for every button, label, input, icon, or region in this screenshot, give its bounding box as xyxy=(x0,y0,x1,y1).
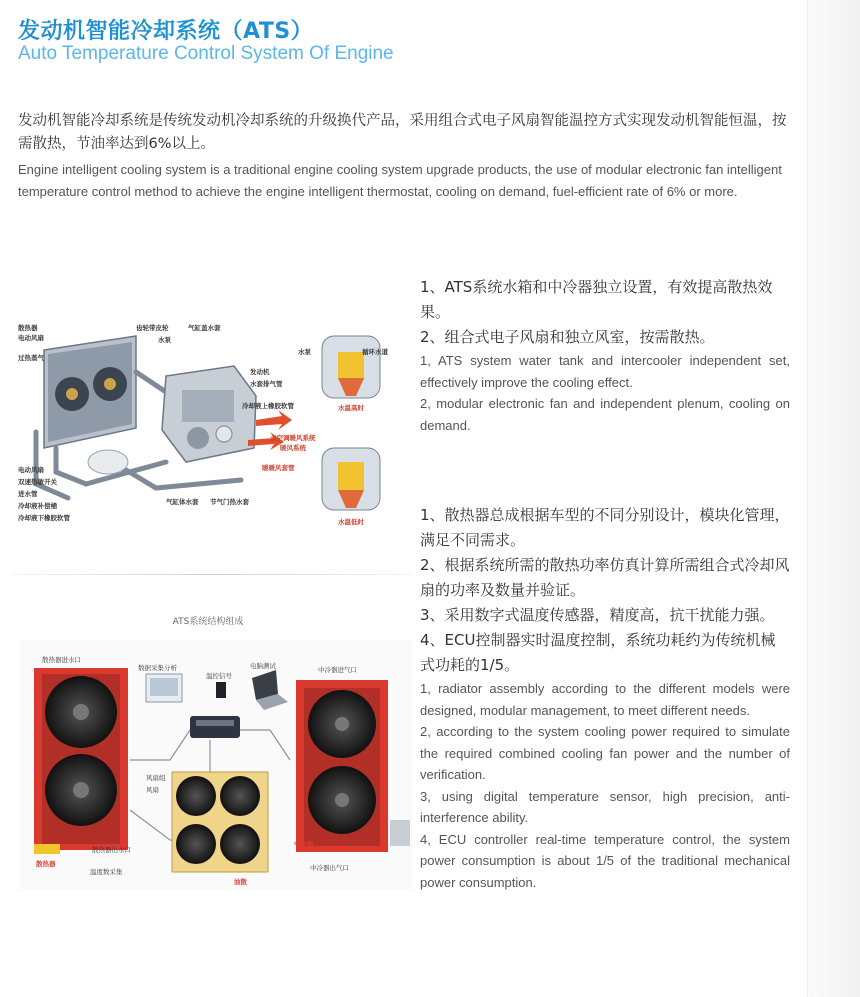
label-bypass: 暖暖风套管 xyxy=(262,464,295,472)
label-e-fan: 电动风扇 xyxy=(18,334,44,342)
label-lower-hose: 冷却液下橡胶软管 xyxy=(18,514,70,522)
label-radiator-inlet: 散热器进水口 xyxy=(42,656,81,664)
feature-2-cn-1: 1、散热器总成根据车型的不同分别设计，模块化管理，满足不同需求。 xyxy=(420,506,790,549)
section-divider xyxy=(12,574,412,575)
label-water-pump: 水泵 xyxy=(158,336,171,344)
ats-structure-diagram xyxy=(20,640,412,890)
intro-text-en: Engine intelligent cooling system is a traditional engine cooling system upgrade products, the use of modular electronic fan intelligent temperature control method to achieve the engine intelligent thermostat, cooling on demand, fuel-efficient rate of 6% or more. xyxy=(18,162,782,199)
label-engine: 发动机 xyxy=(250,368,270,376)
label-valve-loop: 循环水道 xyxy=(362,348,388,356)
label-radiator: 散热器 xyxy=(18,324,38,332)
label-inter-test: 电脑测试 xyxy=(250,662,276,670)
engine-block-illustration xyxy=(162,366,256,462)
feature-2-en-3: 3, using digital temperature sensor, high precision, anti-interference ability. xyxy=(420,788,790,825)
intro-text-cn: 发动机智能冷却系统是传统发动机冷却系统的升级换代产品，采用组合式电子风扇智能温控方式实现发动机智能恒温，按需散热，节油率达到6%以上。 xyxy=(18,113,787,152)
label-intercooler-air: 过热蒸气 xyxy=(18,354,44,362)
radiator-unit-left xyxy=(34,668,128,854)
data-software-illustration xyxy=(146,674,182,702)
radiator-illustration xyxy=(44,336,136,448)
label-e-fan-2: 电动风扇 xyxy=(18,466,44,474)
feature-1-cn-1: 1、ATS系统水箱和中冷器独立设置，有效提高散热效果。 xyxy=(420,278,773,321)
engine-cooling-diagram xyxy=(16,312,408,540)
label-cyl-water: 气缸体水套 xyxy=(166,498,199,506)
label-temp-sensor: 温度数采集 xyxy=(90,868,123,876)
label-radiator-outlet: 散热器出水口 xyxy=(92,846,131,854)
fan-module-center xyxy=(172,772,268,872)
label-coolant-tank: 冷却液补偿桶 xyxy=(18,502,57,510)
page-edge-strip xyxy=(807,0,860,997)
label-heater-core: 暖风系统 xyxy=(280,444,306,452)
feature-2-en-1: 1, radiator assembly according to the different models were designed, modular management, to meet different needs. xyxy=(420,681,790,718)
page-title-en: Auto Temperature Control System Of Engine xyxy=(18,43,394,64)
page-title-cn: 发动机智能冷却系统（ATS） xyxy=(18,19,314,44)
label-water-exhaust: 水套排气管 xyxy=(250,380,283,388)
feature-1-en-1: 1, ATS system water tank and intercooler independent set, effectively improve the cooling effect. xyxy=(420,353,790,390)
label-intercooler-inlet: 中冷器进气口 xyxy=(318,666,357,674)
label-radiator: 散热器 xyxy=(36,860,56,868)
feature-block-2 xyxy=(420,503,790,893)
label-fan-switch: 双速热敏开关 xyxy=(18,478,57,486)
label-oil: 油散 xyxy=(234,878,247,886)
label-to-heater: 去空调暖风系统 xyxy=(270,434,316,442)
label-temp-signal: 温控信号 xyxy=(206,672,232,680)
feature-2-en-2: 2, according to the system cooling power required to simulate the required combined cooling fan power and the number of verification. xyxy=(420,724,790,782)
label-data-software: 数据采集分析 xyxy=(138,664,177,672)
ats-structure-caption: ATS系统结构组成 xyxy=(172,617,244,627)
label-coolant-hose: 冷却液上橡胶软管 xyxy=(242,402,294,410)
label-intercooler: 中冷器 xyxy=(294,840,314,848)
feature-1-cn-2: 2、组合式电子风扇和独立风室，按需散热。 xyxy=(420,328,715,346)
label-valve-open: 水温高时 xyxy=(338,404,364,412)
label-intercooler-outlet: 中冷器出气口 xyxy=(310,864,349,872)
label-gas-water-tank: 气缸盖水套 xyxy=(188,324,221,332)
label-thermostat-water: 节气门热水套 xyxy=(210,498,249,506)
label-valve-in: 水泵 xyxy=(298,348,311,356)
ecu-controller-illustration xyxy=(190,716,240,738)
feature-2-cn-3: 3、采用数字式温度传感器，精度高，抗干扰能力强。 xyxy=(420,606,775,624)
thermostat-valve-hot xyxy=(322,336,380,398)
feature-2-en-4: 4, ECU controller real-time temperature control, the system power consumption is about 1/5 of the traditional mechanical power consumption. xyxy=(420,831,790,890)
label-inlet-pipe: 进水管 xyxy=(18,490,38,498)
label-belt-pulley: 齿轮带皮轮 xyxy=(136,324,169,332)
feature-block-1 xyxy=(420,275,790,436)
coolant-tank-illustration xyxy=(88,450,128,474)
label-valve-closed: 水温低时 xyxy=(338,518,364,526)
label-fan-module: 风扇组 xyxy=(146,774,166,782)
label-fan-assembly: 风扇 xyxy=(146,786,159,794)
feature-1-en-2: 2, modular electronic fan and independent plenum, cooling on demand. xyxy=(420,396,790,433)
feature-2-cn-2: 2、根据系统所需的散热功率仿真计算所需组合式冷却风扇的功率及数量并验证。 xyxy=(420,556,790,599)
feature-2-cn-4: 4、ECU控制器实时温度控制，系统功耗约为传统机械式功耗的1/5。 xyxy=(420,631,776,674)
temp-signal-illustration xyxy=(216,682,226,698)
thermostat-valve-cold xyxy=(322,448,380,510)
